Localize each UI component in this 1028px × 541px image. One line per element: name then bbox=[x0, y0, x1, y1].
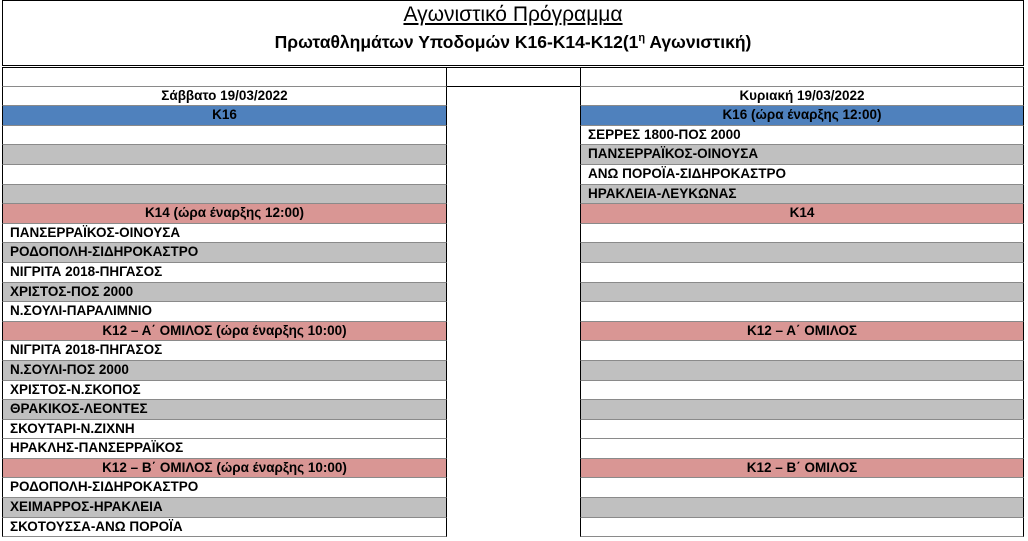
right-match-row bbox=[580, 361, 1024, 381]
page-subtitle bbox=[3, 32, 1023, 53]
left-category-header: Κ12 – Α΄ ΟΜΙΛΟΣ (ώρα έναρξης 10:00) bbox=[2, 322, 447, 342]
right-match-row bbox=[580, 400, 1024, 420]
right-match-row bbox=[580, 263, 1024, 283]
right-match-row bbox=[580, 341, 1024, 361]
left-match-row: ΠΑΝΣΕΡΡΑΪΚΟΣ-ΟΙΝΟΥΣΑ bbox=[2, 224, 447, 244]
right-category-header: Κ12 – Β΄ ΟΜΙΛΟΣ bbox=[580, 459, 1024, 479]
right-match-row: ΠΑΝΣΕΡΡΑΪΚΟΣ-ΟΙΝΟΥΣΑ bbox=[580, 145, 1024, 165]
sunday-column bbox=[580, 67, 1024, 537]
right-match-row bbox=[580, 498, 1024, 518]
left-match-row: ΝΙΓΡΙΤΑ 2018-ΠΗΓΑΣΟΣ bbox=[2, 341, 447, 361]
right-match-row bbox=[580, 381, 1024, 401]
right-match-row: ΣΕΡΡΕΣ 1800-ΠΟΣ 2000 bbox=[580, 126, 1024, 146]
left-match-row: ΧΕΙΜΑΡΡΟΣ-ΗΡΑΚΛΕΙΑ bbox=[2, 498, 447, 518]
right-date-header: Κυριακή 19/03/2022 bbox=[580, 87, 1024, 107]
left-match-row: ΣΚΟΤΟΥΣΣΑ-ΑΝΩ ΠΟΡΟΪΑ bbox=[2, 518, 447, 538]
right-category-header: Κ16 (ώρα έναρξης 12:00) bbox=[580, 106, 1024, 126]
right-match-row bbox=[580, 302, 1024, 322]
right-match-row: ΗΡΑΚΛΕΙΑ-ΛΕΥΚΩΝΑΣ bbox=[580, 185, 1024, 205]
right-match-row bbox=[580, 518, 1024, 538]
title-box bbox=[2, 0, 1024, 66]
left-match-row: ΡΟΔΟΠΟΛΗ-ΣΙΔΗΡΟΚΑΣΤΡΟ bbox=[2, 478, 447, 498]
left-match-row bbox=[2, 126, 447, 146]
left-match-row: ΝΙΓΡΙΤΑ 2018-ΠΗΓΑΣΟΣ bbox=[2, 263, 447, 283]
left-match-row: Ν.ΣΟΥΛΙ-ΠΑΡΑΛΙΜΝΙΟ bbox=[2, 302, 447, 322]
right-match-row bbox=[580, 224, 1024, 244]
subtitle-superscript: η bbox=[638, 32, 646, 45]
left-date-header: Σάββατο 19/03/2022 bbox=[2, 87, 447, 107]
gap-top-cell bbox=[447, 67, 580, 87]
subtitle-main: Πρωταθλημάτων Υποδομών Κ16-Κ14-Κ12(1 bbox=[274, 32, 639, 52]
left-match-row: ΣΚΟΥΤΑΡΙ-Ν.ΖΙΧΝΗ bbox=[2, 420, 447, 440]
left-match-row: Ν.ΣΟΥΛΙ-ΠΟΣ 2000 bbox=[2, 361, 447, 381]
right-match-row bbox=[580, 283, 1024, 303]
left-match-row: ΡΟΔΟΠΟΛΗ-ΣΙΔΗΡΟΚΑΣΤΡΟ bbox=[2, 243, 447, 263]
left-match-row bbox=[2, 185, 447, 205]
left-category-header: Κ16 bbox=[2, 106, 447, 126]
left-blank-row bbox=[2, 67, 447, 87]
right-category-header: Κ14 bbox=[580, 204, 1024, 224]
left-category-header: Κ12 – Β΄ ΟΜΙΛΟΣ (ώρα έναρξης 10:00) bbox=[2, 459, 447, 479]
right-match-row: ΑΝΩ ΠΟΡΟΪΑ-ΣΙΔΗΡΟΚΑΣΤΡΟ bbox=[580, 165, 1024, 185]
subtitle-end: Αγωνιστική) bbox=[645, 32, 752, 52]
saturday-column bbox=[2, 67, 447, 537]
page-title: Αγωνιστικό Πρόγραμμα bbox=[403, 3, 623, 26]
right-match-row bbox=[580, 243, 1024, 263]
right-match-row bbox=[580, 478, 1024, 498]
left-match-row: ΧΡΙΣΤΟΣ-Ν.ΣΚΟΠΟΣ bbox=[2, 381, 447, 401]
left-match-row: ΗΡΑΚΛΗΣ-ΠΑΝΣΕΡΡΑΪΚΟΣ bbox=[2, 439, 447, 459]
left-match-row: ΧΡΙΣΤΟΣ-ΠΟΣ 2000 bbox=[2, 283, 447, 303]
left-match-row bbox=[2, 145, 447, 165]
right-blank-row bbox=[580, 67, 1024, 87]
right-category-header: Κ12 – Α΄ ΟΜΙΛΟΣ bbox=[580, 322, 1024, 342]
right-match-row bbox=[580, 439, 1024, 459]
left-match-row bbox=[2, 165, 447, 185]
right-match-row bbox=[580, 420, 1024, 440]
left-category-header: Κ14 (ώρα έναρξης 12:00) bbox=[2, 204, 447, 224]
left-match-row: ΘΡΑΚΙΚΟΣ-ΛΕΟΝΤΕΣ bbox=[2, 400, 447, 420]
